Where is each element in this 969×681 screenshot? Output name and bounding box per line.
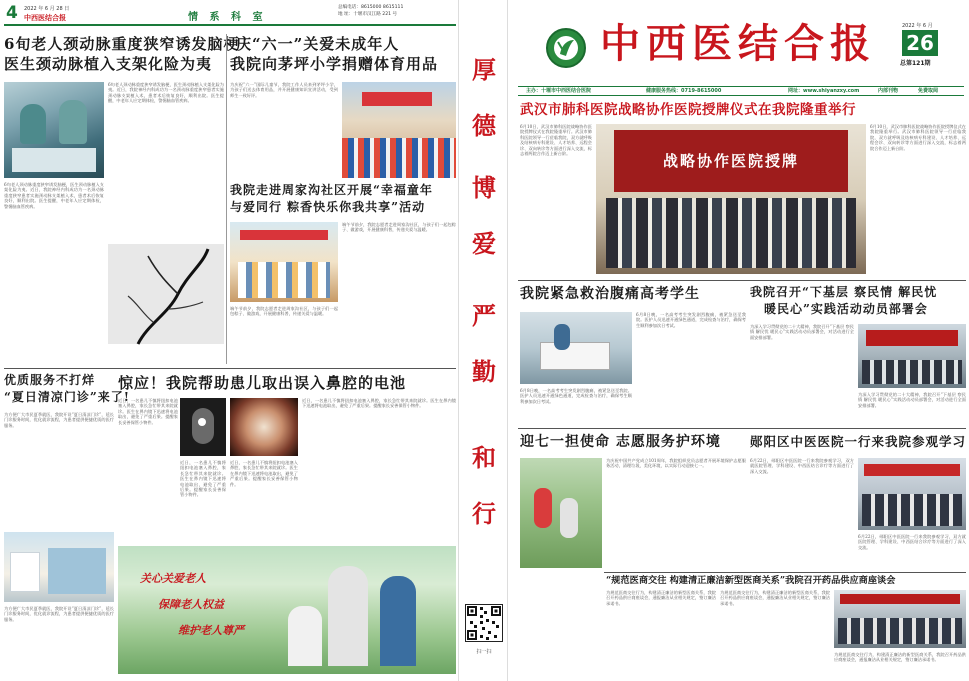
ceremony-photo: [596, 124, 866, 274]
lead-body: 6月10日，武汉市肺科医院战略协作医院授牌仪式在我院隆重举行。武汉市肺科医院领导一行莅临我院，双方就呼吸及结核病专科建设、人才培养、远程会诊、双向转诊等方面进行深入交流，标志着两院合作迈上新台阶。: [520, 124, 592, 157]
volunteer-photo: [520, 458, 602, 568]
elderly-care-banner: [118, 546, 456, 674]
spine: [458, 0, 508, 681]
community-photo: [230, 222, 338, 302]
info-website[interactable]: 网址：www.shiyanzxy.com: [788, 88, 860, 94]
page-number: 4: [6, 3, 18, 23]
article-5-body: 近日，一名患儿不慎将纽扣电池塞入鼻腔，家长急忙带其来院就诊。医生在鼻内镜下迅速将电池取出，避免了严重后果。提醒家长妥善保管小物件。: [118, 398, 178, 425]
article-5-title: 惊应！我院帮助患儿取出误入鼻腔的电池: [118, 374, 407, 392]
info-organizer: 主办：十堰市中西医结合医院: [526, 88, 592, 94]
contact-line: 总编电话：8615000 8615111: [338, 5, 404, 10]
motto-char: 博: [472, 173, 496, 202]
ambulance-photo: [520, 312, 632, 384]
article-3-title-line-2: 与爱同行 粽香快乐你我共享”活动: [230, 200, 426, 214]
article-emergency-body: 6月8日晚，一名高考考生突发剧烈腹痛，被紧急送至我院。医护人员迅速开通绿色通道，完成检查与治疗，确保考生顺利参加次日考试。: [636, 312, 746, 328]
article-4-body: 为方便广大市民夏季就医，我院开设“夏日清凉门诊”，延长门诊服务时间，优化就诊流程，为患者提供便捷优质的医疗服务。: [4, 412, 114, 428]
article-5: [118, 372, 456, 542]
article-visit-body-cont: 6月22日，郧阳区中医医院一行来我院参观学习，双方就医院管理、学科建设、中西医结合诊疗等方面进行了深入交流。: [858, 534, 966, 550]
article-5-body-3: 近日，一名患儿不慎将纽扣电池塞入鼻腔，家长急忙带其来院就诊。医生在鼻内镜下迅速将电池取出，避免了严重后果。提醒家长妥善保管小物件。: [302, 398, 456, 409]
left-page: [0, 0, 458, 681]
info-internal: 内部刊物: [878, 88, 899, 94]
issue-date: 2022 年 6 月 28 日: [24, 6, 70, 12]
article-meeting-title-line-2: 暖民心”实践活动动员部署会: [764, 302, 928, 316]
article-volunteer-title: 迎七一担使命 志愿服务护环境: [520, 434, 721, 450]
article-1-body-cont: 6旬老人颈动脉重度狭窄诱发脑梗，医生颈动脉植入支架化险为夷。近日，我院神经内科成功为一名颈动脉重度狭窄患者实施颈动脉支架植入术，患者术后恢复良好，顺利出院。医生提醒，中老年人应定期体检，警惕脑血管疾病。: [4, 182, 104, 209]
article-4-body-cont: 为方便广大市民夏季就医，我院开设“夏日清凉门诊”，延长门诊服务时间，优化就诊流程，为患者提供便捷优质的医疗服务。: [4, 606, 114, 622]
motto-char: 行: [472, 499, 496, 528]
motto-char: 和: [472, 443, 496, 472]
right-page: [510, 0, 969, 681]
article-1-title-line-1: 6旬老人颈动脉重度狭窄诱发脑梗: [4, 35, 240, 53]
banner-slogan-3: 维护老人尊严: [178, 624, 244, 637]
article-meeting-body: 为深入学习贯彻党的二十大精神，我院召开“下基层 察民情 解民忧 暖民心”实践活动动员部署会，对活动进行全面安排部署。: [750, 324, 854, 340]
section-title: 情 系 科 室: [188, 12, 267, 23]
article-1-body: 6旬老人颈动脉重度狭窄诱发脑梗，医生颈动脉植入支架化险为夷。近日，我院神经内科成功为一名颈动脉重度狭窄患者实施颈动脉支架植入术，患者术后恢复良好，顺利出院。医生提醒，中老年人应定期体检，警惕脑血管疾病。: [108, 82, 224, 104]
banner-slogan-1: 关心关爱老人: [140, 572, 206, 585]
article-visit: [750, 432, 966, 572]
banner-slogan-2: 保障老人权益: [158, 598, 224, 611]
school-donation-photo: [342, 82, 456, 178]
column-divider: [226, 34, 227, 364]
article-3-body: 端午节前夕，我院志愿者走进周家沟社区，与孩子们一起包粽子、做游戏，开展健康科普，传递关爱与温暖。: [342, 222, 456, 233]
article-supplier-title: “规范医商交往 构建清正廉洁新型医商关系”我院召开药品供应商座谈会: [606, 575, 896, 586]
article-emergency-body-cont: 6月8日晚，一名高考考生突发剧烈腹痛，被紧急送至我院。医护人员迅速开通绿色通道，完成检查与治疗，确保考生顺利参加次日考试。: [520, 388, 632, 404]
ceremony-banner: 战略协作医院授牌: [614, 130, 848, 192]
horizontal-rule-left: [4, 368, 456, 369]
lead-headline: 武汉市肺科医院战略协作医院授牌仪式在我院隆重举行: [520, 102, 856, 118]
article-3-body-cont: 端午节前夕，我院志愿者走进周家沟社区，与孩子们一起包粽子、做游戏，开展健康科普，传递关爱与温暖。: [230, 306, 338, 317]
article-3: [230, 182, 456, 372]
lead-body-cont: 6月10日，武汉市肺科医院战略协作医院授牌仪式在我院隆重举行。武汉市肺科医院领导一行莅临我院，双方就呼吸及结核病专科建设、人才培养、远程会诊、双向转诊等方面进行深入交流，标志着两院合作迈上新台阶。: [870, 124, 966, 151]
article-4: [4, 372, 131, 672]
issue-date-right: 2022 年 6 月: [902, 23, 933, 29]
hospital-logo: [546, 28, 586, 68]
supplier-meeting-photo: [834, 590, 966, 648]
motto-char: 厚: [472, 55, 496, 84]
article-1-title-line-2: 医生颈动脉植入支架化险为夷: [4, 55, 213, 73]
xray-image: [180, 398, 226, 456]
contact-line: 地 址：十堰市汉江路 221 号: [338, 12, 398, 17]
article-visit-body: 6月22日，郧阳区中医医院一行来我院参观学习，双方就医院管理、学科建设、中西医结合诊疗等方面进行了深入交流。: [750, 458, 854, 474]
contact-block: [338, 4, 458, 18]
endoscope-image: [230, 398, 298, 456]
article-1: [4, 34, 240, 354]
motto-char: 严: [472, 301, 496, 330]
article-5-body-cont: 近日，一名患儿不慎将纽扣电池塞入鼻腔，家长急忙带其来院就诊。医生在鼻内镜下迅速将电池取出，避免了严重后果。提醒家长妥善保管小物件。: [180, 460, 226, 498]
qr-code[interactable]: [465, 604, 503, 642]
article-visit-title: 郧阳区中医医院一行来我院参观学习: [750, 434, 967, 449]
article-emergency: [520, 284, 746, 424]
masthead-title: 中西医结合报: [600, 20, 876, 67]
article-2: [230, 34, 456, 180]
article-3-title-line-1: 我院走进周家沟社区开展“幸福童年: [230, 183, 433, 197]
motto-char: 勤: [472, 357, 496, 386]
article-volunteer-body: 为庆祝中国共产党成立101周年，我院组织党员志愿者开展环境保护志愿服务活动，清理垃圾，美化环境，以实际行动迎接七一。: [606, 458, 746, 469]
article-supplier-body: 为规范医商交往行为，构建清正廉洁的新型医商关系，我院召开药品供应商座谈会，通报廉洁从业相关规定，签订廉洁承诺书。: [606, 590, 716, 606]
clinic-photo: [4, 532, 114, 602]
article-meeting-title-line-1: 我院召开“下基层 察民情 解民忧: [750, 285, 938, 299]
article-supplier-body-3: 为规范医商交往行为，构建清正廉洁的新型医商关系，我院召开药品供应商座谈会，通报廉洁从业相关规定，签订廉洁承诺书。: [834, 652, 966, 663]
article-supplier-body-2: 为规范医商交往行为，构建清正廉洁的新型医商关系，我院召开药品供应商座谈会，通报廉洁从业相关规定，签订廉洁承诺书。: [720, 590, 830, 606]
article-volunteer: [520, 432, 746, 572]
qr-label: 扫一扫: [476, 649, 492, 655]
motto-char: 爱: [472, 229, 496, 258]
motto-char: 德: [472, 111, 496, 140]
article-4-title-line-2: “夏日清凉门诊”来了!: [4, 390, 131, 404]
info-free: 免费取阅: [918, 88, 939, 94]
divider-right-1: [518, 280, 966, 281]
article-4-title-line-1: 优质服务不打烊: [4, 373, 96, 387]
article-2-title-line-2: 我院向茅坪小学捐赠体育用品: [230, 55, 439, 73]
visit-photo: [858, 458, 966, 530]
article-supplier: [606, 574, 966, 678]
article-2-title-line-1: 庆“六一”关爱未成年人: [236, 35, 400, 53]
spine-motto: [459, 42, 509, 562]
surgery-photo: [4, 82, 104, 178]
angiography-image: [108, 244, 224, 344]
divider-right-3: [604, 572, 966, 573]
info-bar: [518, 86, 964, 96]
masthead-small: 中西医结合报: [24, 13, 66, 22]
divider-right-2: [518, 428, 966, 429]
header-rule: [4, 24, 456, 26]
article-meeting-body-cont: 为深入学习贯彻党的二十大精神，我院召开“下基层 察民情 解民忧 暖民心”实践活动动员部署会，对活动进行全面安排部署。: [858, 392, 966, 408]
issue-total: 总第121期: [900, 60, 931, 67]
page-header: [0, 0, 458, 26]
info-hotline: 健康服务热线：0719-8615000: [646, 88, 722, 94]
article-meeting: [750, 284, 966, 424]
article-2-body: 为庆祝“六一”国际儿童节，我院工作人员来到茅坪小学，为孩子们送去体育用品，并开展健康知识宣讲活动，受到师生一致好评。: [230, 82, 338, 98]
meeting-photo: [858, 324, 966, 388]
article-emergency-title: 我院紧急救治腹痛高考学生: [520, 286, 700, 302]
issue-number: 26: [902, 30, 938, 56]
article-5-body-2: 近日，一名患儿不慎将纽扣电池塞入鼻腔，家长急忙带其来院就诊。医生在鼻内镜下迅速将电池取出，避免了严重后果。提醒家长妥善保管小物件。: [230, 460, 298, 487]
